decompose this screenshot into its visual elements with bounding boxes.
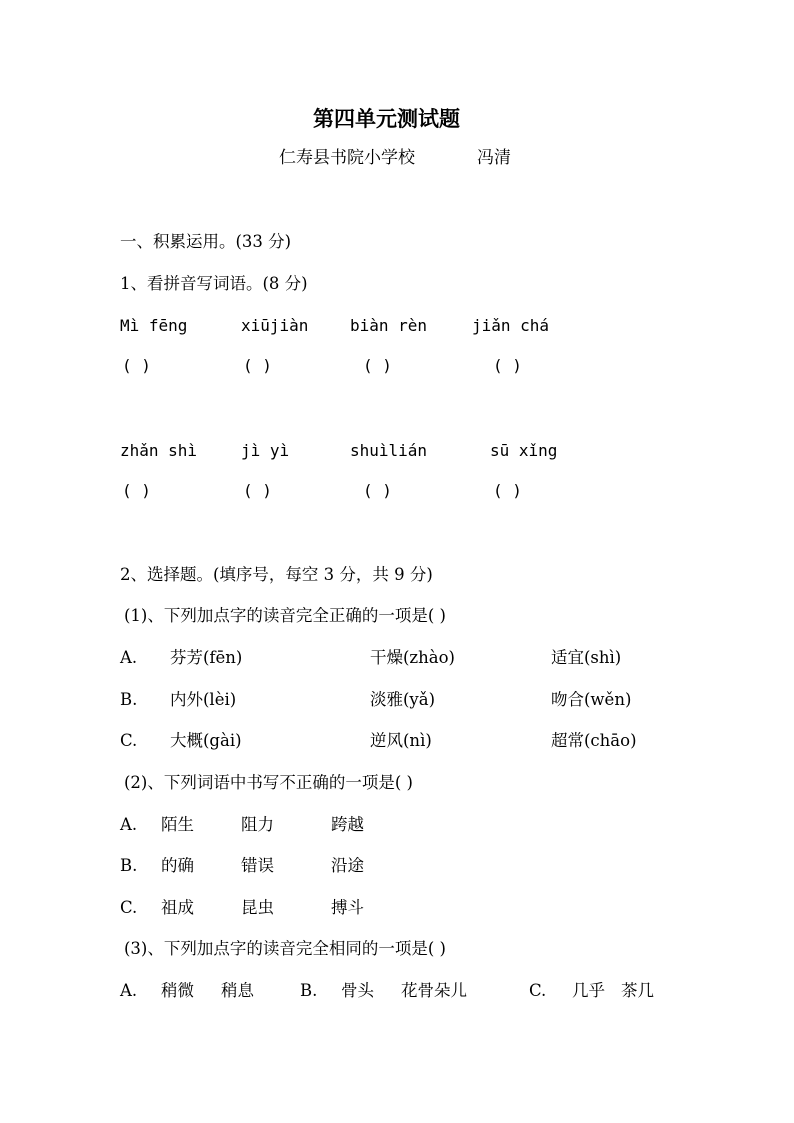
author-name: 冯清 bbox=[477, 148, 511, 168]
section-heading: 一、积累运用。(33 分) bbox=[120, 232, 292, 251]
school-name: 仁寿县书院小学校 bbox=[279, 148, 415, 168]
option-item: 吻合(wěn) bbox=[551, 690, 632, 709]
sub-question-3-stem: (3)、下列加点字的读音完全相同的一项是( ) bbox=[124, 939, 446, 958]
option-item: 淡雅(yǎ) bbox=[370, 690, 436, 709]
answer-blank[interactable]: ( ) bbox=[243, 356, 272, 375]
answer-blank[interactable]: ( ) bbox=[122, 481, 151, 500]
answer-blank[interactable]: ( ) bbox=[493, 356, 522, 375]
option-item: 骨头 bbox=[341, 981, 374, 1000]
pinyin-item: xiūjiàn bbox=[241, 316, 309, 335]
pinyin-item: biàn rèn bbox=[350, 316, 428, 335]
option-label[interactable]: A. bbox=[120, 981, 138, 1000]
option-item: 错误 bbox=[241, 856, 274, 875]
option-item: 大概(gài) bbox=[170, 731, 242, 750]
option-item: 茶几 bbox=[621, 981, 654, 1000]
answer-blank[interactable]: ( ) bbox=[493, 481, 522, 500]
sub-question-1-stem: (1)、下列加点字的读音完全正确的一项是( ) bbox=[124, 606, 446, 625]
option-label[interactable]: B. bbox=[120, 690, 138, 709]
option-label[interactable]: A. bbox=[120, 815, 138, 834]
option-item: 超常(chāo) bbox=[551, 731, 637, 750]
pinyin-item: shuìlián bbox=[350, 441, 428, 460]
answer-blank[interactable]: ( ) bbox=[363, 356, 392, 375]
answer-blank[interactable]: ( ) bbox=[243, 481, 272, 500]
option-item: 几乎 bbox=[572, 981, 605, 1000]
question-1-heading: 1、看拼音写词语。(8 分) bbox=[120, 274, 308, 293]
pinyin-item: sū xǐng bbox=[490, 441, 558, 460]
option-item: 的确 bbox=[161, 856, 194, 875]
option-label[interactable]: A. bbox=[120, 648, 138, 667]
pinyin-item: jì yì bbox=[241, 441, 290, 460]
option-item: 适宜(shì) bbox=[551, 648, 622, 667]
sub-question-2-stem: (2)、下列词语中书写不正确的一项是( ) bbox=[124, 773, 413, 792]
answer-blank[interactable]: ( ) bbox=[363, 481, 392, 500]
option-item: 稍息 bbox=[221, 981, 254, 1000]
pinyin-item: jiǎn chá bbox=[472, 316, 550, 335]
pinyin-item: Mì fēng bbox=[120, 316, 188, 335]
option-item: 沿途 bbox=[331, 856, 364, 875]
option-item: 芬芳(fēn) bbox=[170, 648, 243, 667]
option-item: 跨越 bbox=[331, 815, 364, 834]
option-item: 搏斗 bbox=[331, 898, 364, 917]
question-2-heading: 2、选择题。(填序号，每空 3 分，共 9 分) bbox=[120, 565, 433, 584]
option-item: 逆风(nì) bbox=[370, 731, 432, 750]
option-label[interactable]: B. bbox=[120, 856, 138, 875]
page-title: 第四单元测试题 bbox=[313, 106, 460, 131]
answer-blank[interactable]: ( ) bbox=[122, 356, 151, 375]
option-label[interactable]: C. bbox=[120, 731, 138, 750]
option-item: 花骨朵儿 bbox=[401, 981, 467, 1000]
option-item: 内外(lèi) bbox=[170, 690, 237, 709]
option-item: 阻力 bbox=[241, 815, 274, 834]
option-label[interactable]: C. bbox=[120, 898, 138, 917]
option-item: 昆虫 bbox=[241, 898, 274, 917]
option-item: 干燥(zhào) bbox=[370, 648, 455, 667]
option-item: 稍微 bbox=[161, 981, 194, 1000]
pinyin-item: zhǎn shì bbox=[120, 441, 198, 460]
option-label[interactable]: C. bbox=[529, 981, 547, 1000]
option-label[interactable]: B. bbox=[300, 981, 318, 1000]
option-item: 陌生 bbox=[161, 815, 194, 834]
option-item: 祖成 bbox=[161, 898, 194, 917]
